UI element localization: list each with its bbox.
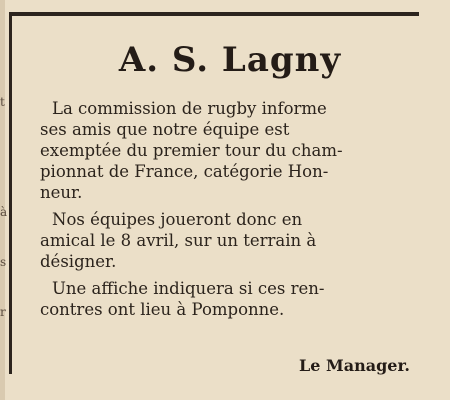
paragraph-2 bbox=[40, 209, 422, 272]
article-body bbox=[40, 98, 422, 326]
text-line: neur. bbox=[40, 183, 83, 202]
paragraph-3 bbox=[40, 278, 422, 320]
text-line: désigner. bbox=[40, 252, 117, 271]
margin-fragment: r bbox=[0, 305, 6, 319]
signature: Le Manager. bbox=[299, 356, 410, 375]
paragraph-1 bbox=[40, 98, 422, 203]
article-title: A. S. Lagny bbox=[118, 40, 342, 80]
text-line: Nos équipes joueront donc en bbox=[52, 210, 303, 229]
text-line: contres ont lieu à Pomponne. bbox=[40, 300, 285, 319]
margin-fragment: t bbox=[0, 95, 5, 109]
margin-fragment: s bbox=[0, 255, 7, 269]
text-line: La commission de rugby informe bbox=[52, 99, 327, 118]
margin-fragment: à bbox=[0, 205, 8, 219]
top-rule bbox=[11, 12, 419, 16]
text-line: amical le 8 avril, sur un terrain à bbox=[40, 231, 317, 250]
text-line: Une affiche indiquera si ces ren- bbox=[52, 279, 325, 298]
text-line: pionnat de France, catégorie Hon- bbox=[40, 162, 329, 181]
text-line: exemptée du premier tour du cham- bbox=[40, 141, 343, 160]
text-line: ses amis que notre équipe est bbox=[40, 120, 290, 139]
